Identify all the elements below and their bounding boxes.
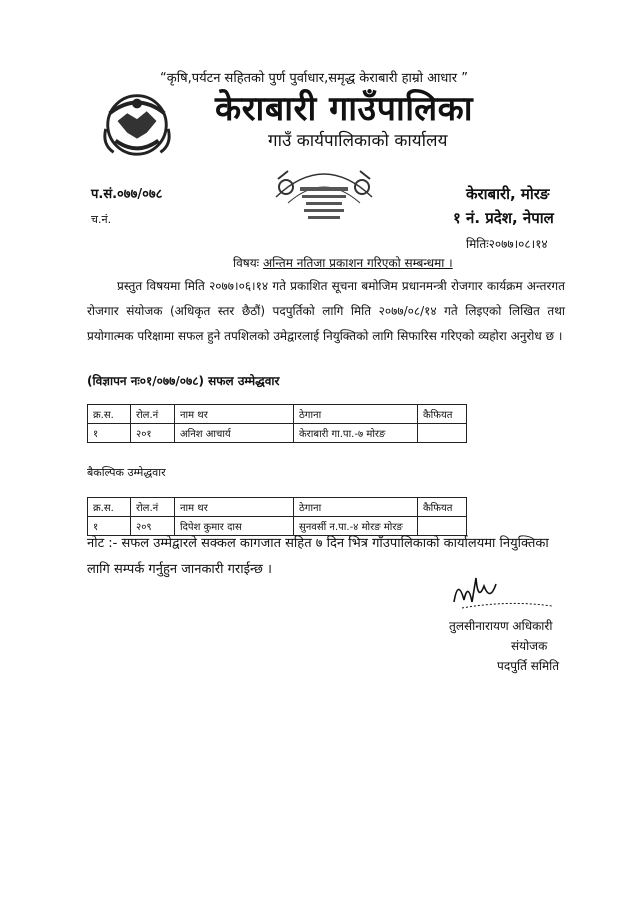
column-header: क्र.स.: [88, 498, 131, 517]
place: केराबारी, मोरङ: [466, 185, 550, 203]
table-cell: [418, 424, 467, 443]
note-paragraph: नोट :- सफल उम्मेद्वारले सक्कल कागजात सहित ७ दिन भित्र गाँउपालिकाको कार्यालयमा नियुक्तिका लागि सम्पर्क गर्नुहुन जानकारी गराईन्छ ।: [87, 536, 549, 577]
table-cell: १: [88, 517, 131, 536]
successful-candidates-table: [87, 404, 467, 443]
table-header-row: [88, 405, 467, 424]
table-cell: २०१: [131, 424, 175, 443]
column-header: नाम थर: [175, 405, 294, 424]
signatory-name: तुलसीनारायण अधिकारी: [449, 619, 553, 633]
table-cell: सुनवर्सी न.पा.-४ मोरङ मोरङ: [294, 517, 418, 536]
office-seal-stamp: [270, 157, 378, 229]
table-cell: केराबारी गा.पा.-७ मोरङ: [294, 424, 418, 443]
column-header: कैफियत: [418, 405, 467, 424]
table-header-row: [88, 498, 467, 517]
subject-line: [233, 254, 453, 271]
chalan-number: च.नं.: [91, 213, 112, 226]
body-paragraph: प्रस्तुत विषयमा मिति २०७७।०६।१४ गते प्रकाशित सूचना बमोजिम प्रधानमन्त्री रोजगार कार्यक्रम अन्तरगत रोजगार संयोजक (अधिकृत स्तर छैठौं) पदपुर्तिको लागि मिति २०७७/०८/१४ गते लिइएको लिखित तथा प्रयोगात्मक परिक्षामा सफल हुने तपशिलको उमेद्वारलाई नियुक्तिको लागि सिफारिस गरिएको व्यहोरा अनुरोध छ ।: [87, 279, 565, 343]
table-row: [88, 424, 467, 443]
province: १ नं. प्रदेश, नेपाल: [453, 209, 554, 227]
signatory-committee: पदपुर्ति समिति: [497, 659, 560, 673]
column-header: नाम थर: [175, 498, 294, 517]
table-cell: अनिश आचार्य: [175, 424, 294, 443]
column-header: रोल.नं: [131, 405, 175, 424]
office-subtitle: गाउँ कार्यपालिकाको कार्यालय: [268, 131, 448, 151]
alternate-candidates-heading: बैकल्पिक उम्मेद्धवार: [87, 466, 166, 479]
column-header: ठेगाना: [294, 498, 418, 517]
subject-label: विषयः: [233, 256, 260, 270]
column-header: क्र.स.: [88, 405, 131, 424]
column-header: ठेगाना: [294, 405, 418, 424]
table-cell: १: [88, 424, 131, 443]
subject-text: अन्तिम नतिजा प्रकाशन गरिएको सम्बन्धमा ।: [262, 256, 453, 270]
signatory-role: संयोजक: [511, 639, 548, 653]
nepal-emblem-icon: [98, 84, 176, 162]
tagline: “कृषि,पर्यटन सहितको पुर्ण पुर्वाधार,समृद्ध केराबारी हाम्रो आधार ”: [160, 71, 468, 86]
column-header: कैफियत: [418, 498, 467, 517]
handwritten-signature: [448, 572, 558, 614]
column-header: रोल.नं: [131, 498, 175, 517]
successful-candidates-heading: (विज्ञापन नः०१/०७७/०७८) सफल उम्मेद्धवार: [87, 374, 280, 388]
reference-number: प.सं.०७७/०७८: [91, 187, 163, 202]
table-cell: २०९: [131, 517, 175, 536]
date: मितिः२०७७।०८।१४: [466, 237, 548, 251]
table-cell: दिपेश कुमार दास: [175, 517, 294, 536]
municipality-title: केराबारी गाउँपालिका: [215, 89, 474, 129]
